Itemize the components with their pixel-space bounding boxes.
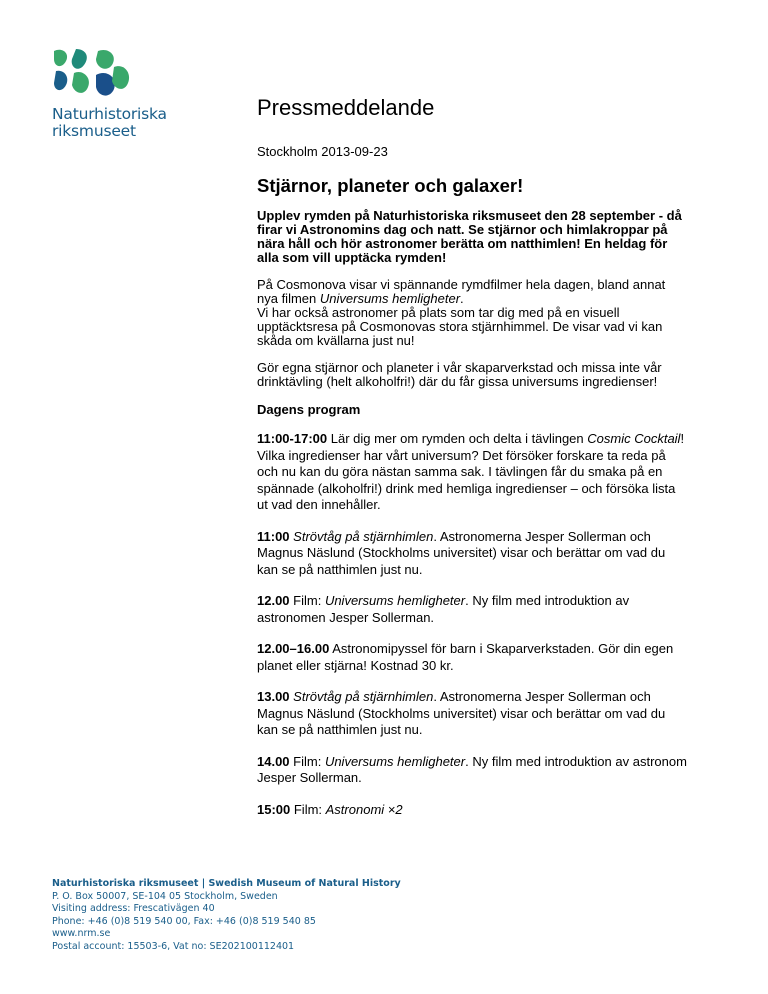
event-text: Film: (289, 593, 325, 608)
footer (52, 878, 401, 953)
event-title: Universums hemligheter (324, 753, 466, 769)
logo-line-1: Naturhistoriska (52, 105, 167, 123)
program-event (257, 689, 687, 739)
event-text: . Ny film med introduktion av astronom Jesper Sollerman. (257, 753, 687, 785)
logo-line-2: riksmuseet (52, 122, 136, 140)
program-title: Dagens program (257, 402, 361, 417)
program-event (257, 593, 687, 626)
event-time: 11:00 (257, 528, 290, 544)
headline: Stjärnor, planeter och galaxer! (257, 175, 524, 196)
museum-logo-icon (52, 47, 132, 101)
event-text: Film: (290, 801, 326, 817)
event-text: Astronomipyssel för barn i Skaparverkstaden. Gör din egen planet eller stjärna! Kostnad 30 kr. (257, 641, 674, 673)
program-event (257, 802, 687, 819)
event-time: 14.00 (257, 753, 290, 769)
event-text: . Astronomerna Jesper Sollerman och Magnus Näslund (Stockholms universitet) visar och berättar om vad du kan se på natthimlen just nu. (257, 528, 666, 577)
footer-postal-address: P. O. Box 50007, SE-104 05 Stockholm, Sweden (52, 890, 278, 902)
event-text: Film: (289, 753, 325, 769)
event-text: Lär dig mer om rymden och delta i tävlingen (327, 431, 588, 446)
footer-title: Naturhistoriska riksmuseet | Swedish Museum of Natural History (52, 878, 401, 889)
event-title: Universums hemligheter (324, 593, 466, 608)
footer-visiting-address: Visiting address: Frescativägen 40 (52, 903, 215, 914)
event-text: . Ny film med introduktion av astronomen Jesper Sollerman. (257, 593, 630, 625)
event-time: 12.00 (257, 593, 290, 608)
logo-wordmark (52, 106, 167, 140)
program-event (257, 431, 687, 514)
program-event (257, 754, 687, 787)
paragraph-cosmonova (257, 278, 687, 348)
event-title: Strövtåg på stjärnhimlen (293, 689, 434, 704)
program-event (257, 641, 687, 674)
event-title: Strövtåg på stjärnhimlen (293, 528, 434, 544)
footer-website: www.nrm.se (52, 928, 111, 939)
event-time: 13.00 (257, 689, 290, 704)
event-time: 12.00–16.00 (257, 641, 330, 656)
paragraph-cosmonova-c: . (460, 291, 464, 306)
document-type: Pressmeddelande (257, 95, 435, 120)
film-title: Universums hemligheter (319, 291, 461, 306)
event-title: Cosmic Cocktail (587, 431, 681, 446)
event-text: . Astronomerna Jesper Sollerman och Magnus Näslund (Stockholms universitet) visar och berättar om vad du kan se på natthimlen just nu. (257, 689, 666, 737)
event-title: Astronomi ×2 (325, 801, 403, 817)
paragraph-cosmonova-a: På Cosmonova visar vi spännande rymdfilmer hela dagen, bland annat nya filmen (257, 277, 666, 306)
document-date: Stockholm 2013-09-23 (257, 144, 388, 159)
event-time: 11:00-17:00 (257, 431, 328, 446)
footer-phone: Phone: +46 (0)8 519 540 00, Fax: +46 (0)8 519 540 85 (52, 915, 316, 927)
article-body (257, 209, 687, 833)
paragraph-workshop: Gör egna stjärnor och planeter i vår skaparverkstad och missa inte vår drinktävling (helt alkoholfri!) där du får gissa universums ingredienser! (257, 360, 662, 389)
event-text: ! Vilka ingredienser har vårt universum? Det försöker forskare ta reda på och nu kan du göra nästan samma sak. I tävlingen får du smaka på en spännade (alkoholfri!) drink med hemliga ingredienser – och försöka lista ut vad den innehåller. (257, 431, 685, 512)
paragraph-cosmonova-d: Vi har också astronomer på plats som tar dig med på en visuell upptäcktsresa på Cosmonovas stora stjärnhimmel. De visar vad vi kan skåda om kvällarna just nu! (257, 305, 663, 348)
footer-postal-account: Postal account: 15503-6, Vat no: SE202100112401 (52, 940, 295, 952)
event-time: 15:00 (257, 801, 291, 817)
lead-paragraph: Upplev rymden på Naturhistoriska riksmuseet den 28 september - då firar vi Astronomins dag och natt. Se stjärnor och himlakroppar på nära håll och hör astronomer berätta om natthimlen! En heldag för alla som vill upptäcka rymden! (257, 208, 682, 265)
program-event (257, 529, 687, 579)
